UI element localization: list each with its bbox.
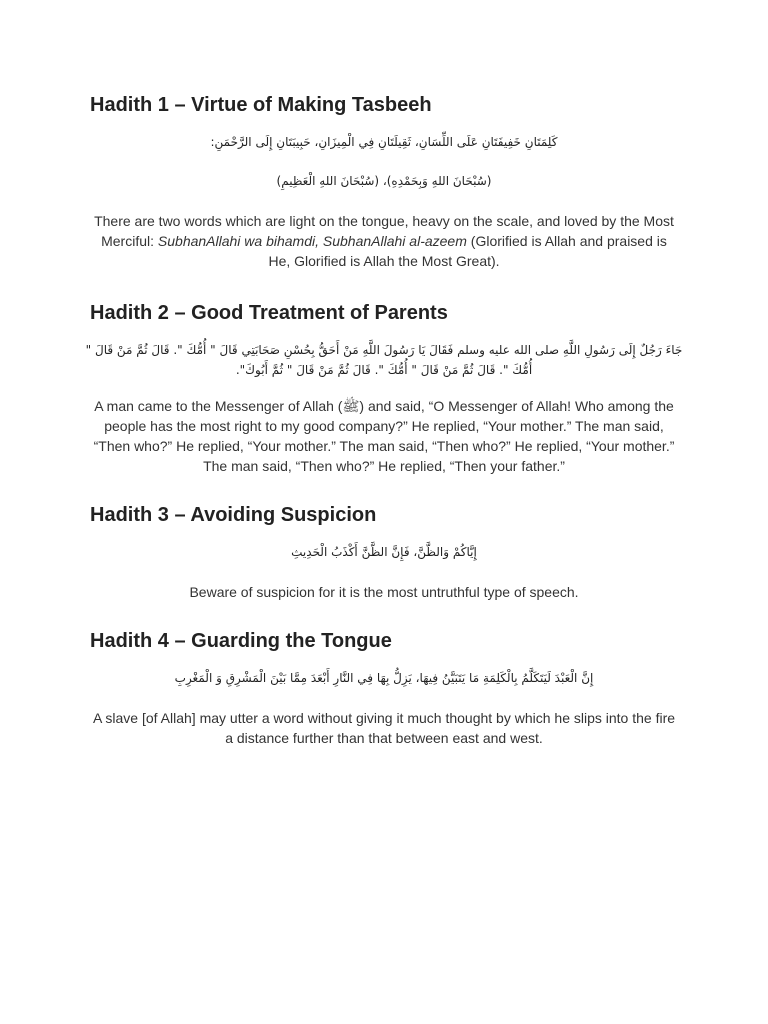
hadith-1-heading: Hadith 1 – Virtue of Making Tasbeeh: [90, 94, 432, 116]
hadith-1-translation-part-2: (Glorified is Allah and praised is He, Glorified is Allah the Most Great).: [268, 233, 667, 269]
hadith-2-heading: Hadith 2 – Good Treatment of Parents: [90, 302, 448, 324]
hadith-4-arabic: إِنَّ الْعَبْدَ لَيَتَكَلَّمُ بِالْكَلِمَةِ مَا يَتَبَيَّنُ فِيهَا، يَزِلُّ بِهَا فِي النَّارِ أَبْعَدَ مِمَّا بَيْنَ الْمَشْرِقِ وَ الْمَغْرِبِ: [174, 671, 594, 685]
hadith-4-heading: Hadith 4 – Guarding the Tongue: [90, 630, 392, 652]
hadith-4-section: [90, 628, 678, 748]
hadith-1-translation-part-1: There are two words which are light on the tongue, heavy on the scale, and loved by the Most Merciful:: [94, 213, 674, 249]
hadith-1-translation: [90, 211, 678, 271]
hadith-3-translation: Beware of suspicion for it is the most untruthful type of speech.: [189, 584, 579, 600]
hadith-3-section: [90, 502, 678, 602]
hadith-1-section: [90, 92, 678, 271]
hadith-2-translation: A man came to the Messenger of Allah (ﷺ) and said, “O Messenger of Allah! Who among the people has the most right to my good company?” He replied, “Your mother.” The man said, “Then who?” He replied, “Your mother.” The man said, “Then who?” He replied, “Your mother.” The man said, “Then who?” He replied, “Then your father.”: [93, 398, 675, 474]
hadith-3-arabic: إِيَّاكُمْ وَالظَّنَّ، فَإِنَّ الظَّنَّ أَكْذَبُ الْحَدِيثِ: [291, 545, 477, 559]
hadith-1-arabic-line-1: كَلِمَتَانِ خَفِيفَتَانِ عَلَى اللِّسَانِ، ثَقِيلَتَانِ فِي الْمِيزَانِ، حَبِيبَتَانِ إِلَى الرَّحْمَنِ:: [210, 135, 558, 149]
hadith-4-translation: A slave [of Allah] may utter a word without giving it much thought by which he slips into the fire a distance further than that between east and west.: [92, 710, 676, 746]
hadith-1-arabic-line-2: (سُبْحَانَ اللهِ وَبِحَمْدِهِ)، (سُبْحَانَ اللهِ الْعَظِيمِ): [276, 174, 492, 188]
hadith-2-section: [85, 300, 683, 476]
hadith-3-heading: Hadith 3 – Avoiding Suspicion: [90, 504, 377, 526]
hadith-2-arabic: جَاءَ رَجُلٌ إِلَى رَسُولِ اللَّهِ صلى الله عليه وسلم فَقَالَ يَا رَسُولَ اللَّهِ مَنْ أَحَقُّ بِحُسْنِ صَحَابَتِي قَالَ " أُمُّكَ ". قَالَ ثُمَّ مَنْ قَالَ " أُمُّكَ ". قَالَ ثُمَّ مَنْ قَالَ " أُمُّكَ ". قَالَ ثُمَّ مَنْ قَالَ " ثُمَّ أَبُوكَ".: [85, 343, 683, 377]
hadith-1-translation-transliteration: SubhanAllahi wa bihamdi, SubhanAllahi al-azeem: [157, 233, 467, 249]
